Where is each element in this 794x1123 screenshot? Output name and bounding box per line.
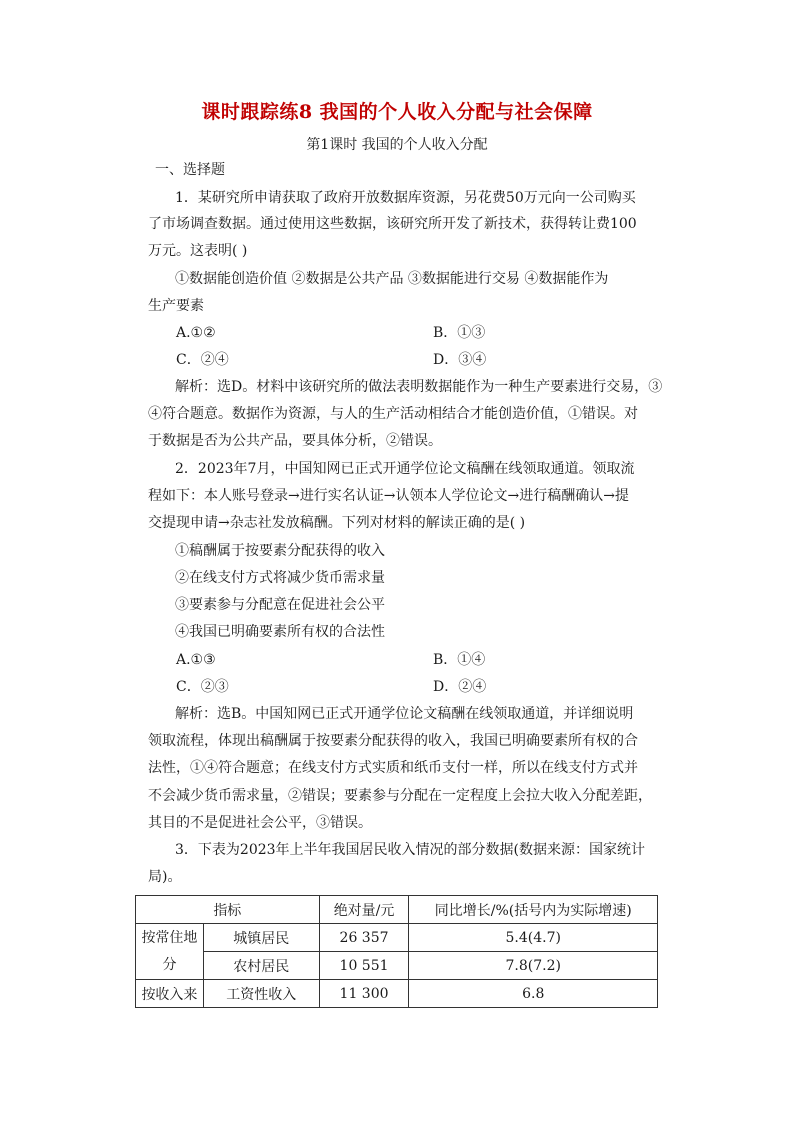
income-table bbox=[135, 895, 658, 1008]
table-cell-growth: 5.4(4.7) bbox=[409, 924, 658, 952]
table-group-residence-label-a: 按常住地 bbox=[141, 929, 198, 946]
q2-statement-2: ②在线支付方式将减少货币需求量 bbox=[175, 570, 385, 586]
q2-line-1: 2．2023年7月，中国知网已正式开通学位论文稿酬在线领取通道。领取流 bbox=[175, 461, 635, 477]
q1-option-b: B．①③ bbox=[433, 325, 486, 341]
q2-statement-4: ④我国已明确要素所有权的合法性 bbox=[175, 624, 385, 640]
table-cell-name: 城镇居民 bbox=[203, 924, 319, 952]
q1-analysis-1: 解析：选D。材料中该研究所的做法表明数据能作为一种生产要素进行交易，③ bbox=[175, 379, 663, 395]
q1-option-a: A.①② bbox=[176, 325, 216, 341]
page-subtitle: 第1课时 我国的个人收入分配 bbox=[306, 137, 488, 153]
table-group-source: 按收入来 bbox=[136, 980, 204, 1008]
table-row bbox=[136, 980, 658, 1008]
q2-line-3: 交提现申请→杂志社发放稿酬。下列对材料的解读正确的是( ) bbox=[148, 515, 526, 531]
table-row bbox=[136, 952, 658, 980]
table-cell-amount: 10 551 bbox=[319, 952, 409, 980]
q1-line-2: 了市场调查数据。通过使用这些数据，该研究所开发了新技术，获得转让费100 bbox=[148, 216, 637, 232]
table-header-indicator: 指标 bbox=[136, 896, 320, 924]
q2-statement-1: ①稿酬属于按要素分配获得的收入 bbox=[175, 543, 385, 559]
q2-analysis-5: 其目的不是促进社会公平，③错误。 bbox=[148, 815, 372, 831]
table-cell-amount: 11 300 bbox=[319, 980, 409, 1008]
q2-analysis-2: 领取流程，体现出稿酬属于按要素分配获得的收入，我国已明确要素所有权的合 bbox=[148, 733, 638, 749]
table-cell-growth: 6.8 bbox=[409, 980, 658, 1008]
table-row bbox=[136, 924, 658, 952]
q1-statements-1: ①数据能创造价值 ②数据是公共产品 ③数据能进行交易 ④数据能作为 bbox=[175, 271, 609, 287]
table-header-amount: 绝对量/元 bbox=[319, 896, 409, 924]
section-heading: 一、选择题 bbox=[155, 162, 225, 178]
page-title: 课时跟踪练8 我国的个人收入分配与社会保障 bbox=[201, 101, 593, 123]
q2-statement-3: ③要素参与分配意在促进社会公平 bbox=[175, 597, 385, 613]
q1-statements-2: 生产要素 bbox=[148, 298, 204, 314]
q1-analysis-3: 于数据是否为公共产品，要具体分析，②错误。 bbox=[148, 433, 442, 449]
q2-analysis-1: 解析：选B。中国知网已正式开通学位论文稿酬在线领取通道，并详细说明 bbox=[175, 706, 634, 722]
q2-option-a: A.①③ bbox=[176, 652, 216, 668]
q1-option-c: C．②④ bbox=[176, 352, 229, 368]
q3-line-2: 局)。 bbox=[148, 869, 182, 885]
q3-line-1: 3．下表为2023年上半年我国居民收入情况的部分数据(数据来源：国家统计 bbox=[175, 842, 645, 858]
table-cell-name: 工资性收入 bbox=[203, 980, 319, 1008]
q2-option-b: B．①④ bbox=[433, 652, 486, 668]
table-header-growth: 同比增长/%(括号内为实际增速) bbox=[409, 896, 658, 924]
q1-line-3: 万元。这表明( ) bbox=[148, 243, 248, 259]
q1-line-1: 1．某研究所申请获取了政府开放数据库资源，另花费50万元向一公司购买 bbox=[175, 190, 636, 206]
table-group-residence-label-b: 分 bbox=[162, 956, 177, 973]
table-header-row bbox=[136, 896, 658, 924]
table-cell-amount: 26 357 bbox=[319, 924, 409, 952]
table-cell-name: 农村居民 bbox=[203, 952, 319, 980]
q2-analysis-4: 不会减少货币需求量，②错误；要素参与分配在一定程度上会拉大收入分配差距， bbox=[148, 788, 652, 804]
q1-option-d: D．③④ bbox=[433, 352, 487, 368]
table-group-residence bbox=[136, 924, 204, 980]
q1-analysis-2: ④符合题意。数据作为资源，与人的生产活动相结合才能创造价值，①错误。对 bbox=[148, 406, 638, 422]
q2-option-d: D．②④ bbox=[433, 679, 487, 695]
q2-option-c: C．②③ bbox=[176, 679, 229, 695]
table-cell-growth: 7.8(7.2) bbox=[409, 952, 658, 980]
q2-line-2: 程如下：本人账号登录→进行实名认证→认领本人学位论文→进行稿酬确认→提 bbox=[148, 488, 629, 504]
q2-analysis-3: 法性，①④符合题意；在线支付方式实质和纸币支付一样，所以在线支付方式并 bbox=[148, 760, 638, 776]
